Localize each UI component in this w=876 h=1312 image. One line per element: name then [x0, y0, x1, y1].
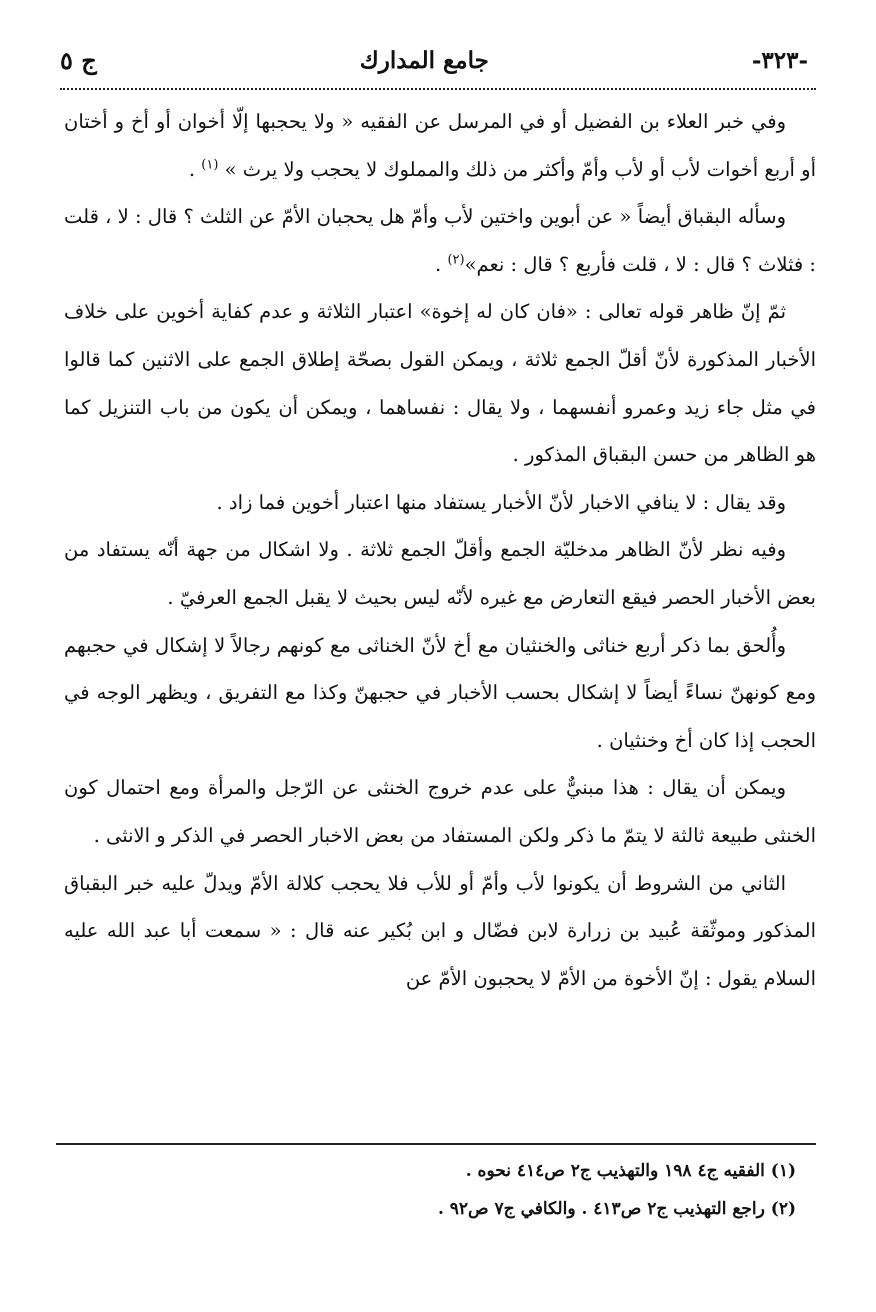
volume-label: ج ٥ [60, 45, 97, 75]
paragraph [64, 98, 816, 193]
page-header [60, 40, 808, 80]
paragraph [64, 193, 816, 288]
page-number: -٣٢٣- [751, 46, 808, 74]
paragraph-end: . [188, 157, 202, 181]
paragraph [64, 622, 816, 765]
paragraph-text: وسأله البقباق أيضاً « عن أبوين واختين لأب وأمّ هل يحجبان الأمّ عن الثلث ؟ قال : لا ، قلت : فثلاث ؟ قال : لا ، قلت فأربع ؟ قال : نعم» [64, 205, 816, 276]
footnote-ref: (٢) [447, 252, 465, 268]
footnotes [64, 1152, 816, 1228]
footnote: (١) الفقيه ج٤ ١٩٨ والتهذيب ج٢ ص٤١٤ نحوه . [465, 1161, 796, 1181]
footnote-divider [56, 1143, 816, 1145]
paragraph-text: وأُلحق بما ذكر أربع خناثى والخنثيان مع أخ لأنّ الخناثى مع كونهم رجالاً لا إشكال في حجبهم ومع كونهنّ نساءً أيضاً لا إشكال بحسب الأخبار في حجبهنّ وكذا مع التفريق ، ويظهر الوجه في الحجب إذا كان أخ وخنثيان . [64, 633, 816, 752]
paragraph-text: وفيه نظر لأنّ الظاهر مدخليّة الجمع وأقلّ الجمع ثلاثة . ولا اشكال من جهة أنّه يستفاد من بعض الأخبار الحصر فيقع التعارض مع غيره لأنّه ليس بحيث لا يقبل الجمع العرفيّ . [64, 538, 816, 609]
footnote-ref: (١) [201, 157, 219, 173]
paragraph-text: الثاني من الشروط أن يكونوا لأب وأمّ أو للأب فلا يحجب كلالة الأمّ ويدلّ عليه خبر البقباق المذكور وموثّقة عُبيد بن زرارة لابن فضّال و ابن بُكير عنه قال : « سمعت أبا عبد الله عليه السلام يقول : إنّ الأخوة من الأمّ لا يحجبون الأمّ عن [64, 871, 816, 990]
paragraph-text: وقد يقال : لا ينافي الاخبار لأنّ الأخبار يستفاد منها اعتبار أخوين فما زاد . [216, 490, 786, 514]
header-divider [60, 88, 816, 90]
paragraph [64, 479, 816, 527]
footnote: (٢) راجع التهذيب ج٢ ص٤١٣ . والكافي ج٧ ص٩٢ . [437, 1199, 796, 1219]
paragraph [64, 288, 816, 478]
running-title: جامع المدارك [359, 46, 489, 74]
paragraph-text: وفي خبر العلاء بن الفضيل أو في المرسل عن الفقيه « ولا يحجبها إلّا أخوان أو أخ و أختان أو أربع أخوات لأب أو لأب وأمّ وأكثر من ذلك والمملوك لا يحجب ولا يرث » [64, 110, 816, 181]
main-text [64, 98, 816, 1002]
paragraph-text: ويمكن أن يقال : هذا مبنيٌّ على عدم خروج الخنثى عن الرّجل والمرأة ومع احتمال كون الخنثى طبيعة ثالثة لا يتمّ ما ذكر ولكن المستفاد من بعض الاخبار الحصر في الذكر و الانثى . [64, 776, 816, 847]
paragraph [64, 860, 816, 1003]
paragraph [64, 764, 816, 859]
paragraph-text: ثمّ إنّ ظاهر قوله تعالى : «فان كان له إخوة» اعتبار الثلاثة و عدم كفاية أخوين على خلاف الأخبار المذكورة لأنّ أقلّ الجمع ثلاثة ، ويمكن القول بصحّة إطلاق الجمع على الاثنين كما قالوا في مثل جاء زيد وعمرو أنفسهما ، ولا يقال : نفساهما ، ويمكن أن يكون من باب التنزيل كما هو الظاهر من حسن البقباق المذكور . [64, 300, 816, 467]
paragraph [64, 526, 816, 621]
paragraph-end: . [435, 252, 448, 276]
